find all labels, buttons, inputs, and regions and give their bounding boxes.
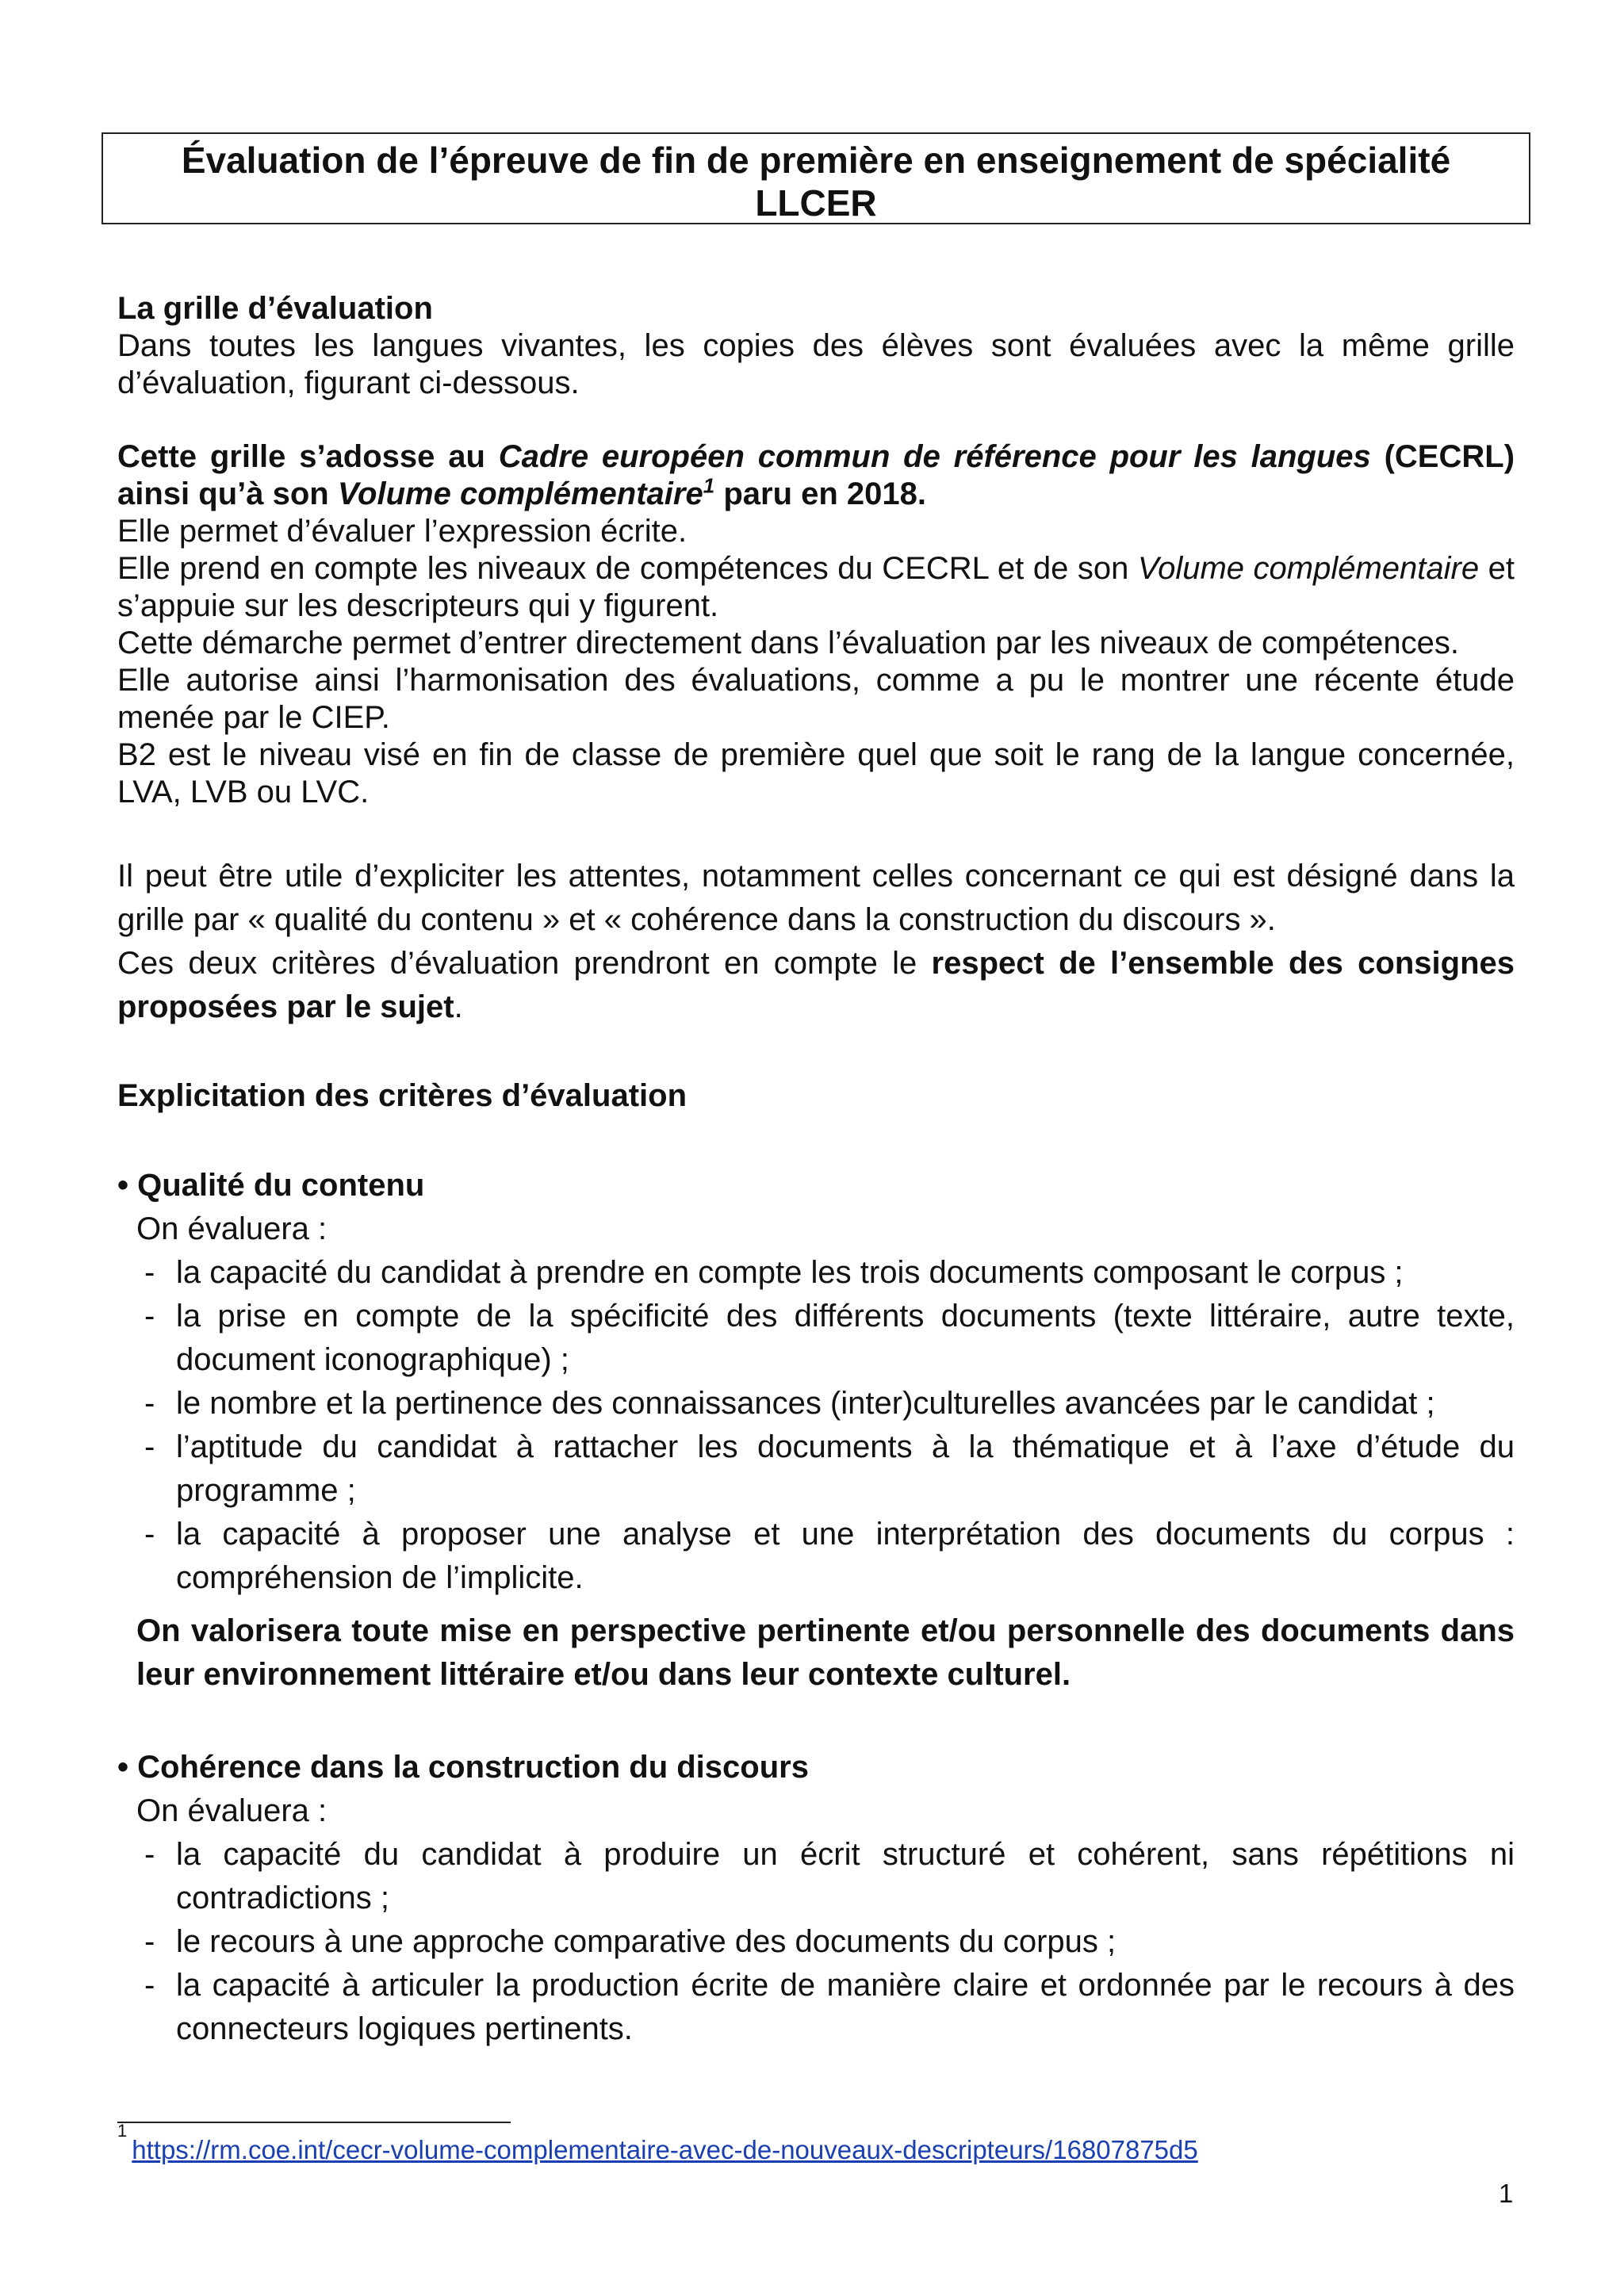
footnote-divider (117, 2122, 511, 2123)
adosse-text-2: (CECRL) ainsi qu’à son (117, 439, 1515, 511)
autorise-text: Elle autorise ainsi l’harmonisation des évaluations, comme a pu le montrer une récente étude menée par le CIEP. (117, 663, 1515, 735)
list-item: - la capacité du candidat à prendre en compte les trois documents composant le corpus ; (117, 1251, 1515, 1295)
coherence-section (117, 1746, 1515, 2051)
page-number: 1 (1499, 2179, 1514, 2208)
coherence-list (117, 1833, 1515, 2051)
list-item: - la prise en compte de la spécificité des différents documents (texte littéraire, autre texte, document iconographique) ; (117, 1295, 1515, 1382)
list-item: - la capacité à proposer une analyse et une interprétation des documents du corpus : compréhension de l’implicite. (117, 1513, 1515, 1600)
explicitation-heading: Explicitation des critères d’évaluation (117, 1078, 688, 1113)
grille-section (117, 290, 1515, 402)
coherence-heading: • Cohérence dans la construction du discours (117, 1750, 809, 1785)
qualite-list (117, 1251, 1515, 1600)
attentes-p2 (117, 942, 1515, 1029)
footnote (117, 2121, 1198, 2166)
explicitation-block (117, 1077, 1515, 1115)
qualite-on-evaluera: On évaluera : (136, 1211, 327, 1246)
adosse-cadre: Cadre européen commun de référence pour les langues (498, 439, 1371, 474)
title-box (102, 132, 1530, 224)
qualite-valorisera: On valorisera toute mise en perspective pertinente et/ou personnelle des documents dans leur environnement littéraire et/ou dans leur contexte culturel. (136, 1613, 1515, 1692)
adosse-text-1: Cette grille s’adosse au (117, 439, 499, 474)
adosse-volume: Volume complémentaire (337, 476, 703, 511)
list-item: - la capacité du candidat à produire un écrit structuré et cohérent, sans répétitions ni contradictions ; (117, 1833, 1515, 1920)
grille-details (117, 438, 1515, 811)
footnote-ref: 1 (703, 473, 715, 498)
list-item: - le recours à une approche comparative des documents du corpus ; (117, 1920, 1515, 1964)
footnote-marker: 1 (117, 2121, 128, 2141)
adosse-paragraph (117, 438, 1515, 513)
attentes-p2-bold: respect de l’ensemble des consignes proposées par le sujet (117, 946, 1515, 1024)
qualite-heading: • Qualité du contenu (117, 1168, 425, 1203)
attentes-section (117, 855, 1515, 1029)
coherence-on-evaluera: On évaluera : (136, 1793, 327, 1828)
grille-heading: La grille d’évaluation (117, 291, 433, 326)
permet-text: Elle permet d’évaluer l’expression écrite. (117, 514, 688, 549)
prend-paragraph (117, 550, 1515, 625)
attentes-p2-end: . (454, 989, 463, 1024)
list-item: - le nombre et la pertinence des connaissances (inter)culturelles avancées par le candidat ; (117, 1382, 1515, 1425)
title-line-1: Évaluation de l’épreuve de fin de première en enseignement de spécialité (181, 140, 1451, 181)
attentes-p2-start: Ces deux critères d’évaluation prendront en compte le (117, 946, 932, 981)
b2-text: B2 est le niveau visé en fin de classe de première quel que soit le rang de la langue concernée, LVA, LVB ou LVC. (117, 737, 1515, 809)
list-item: - l’aptitude du candidat à rattacher les documents à la thématique et à l’axe d’étude du programme ; (117, 1425, 1515, 1513)
attentes-p1: Il peut être utile d’expliciter les attentes, notamment celles concernant ce qui est désigné dans la grille par « qualité du contenu » et « cohérence dans la construction du discours ». (117, 859, 1515, 937)
grille-intro: Dans toutes les langues vivantes, les copies des élèves sont évaluées avec la même grille d’évaluation, figurant ci-dessous. (117, 328, 1515, 400)
adosse-text-3: paru en 2018. (714, 476, 926, 511)
footnote-link[interactable]: https://rm.coe.int/cecr-volume-complementaire-avec-de-nouveaux-descripteurs/16807875d5 (132, 2135, 1198, 2164)
title-line-2: LLCER (755, 182, 877, 224)
prend-text-1: Elle prend en compte les niveaux de compétences du CECRL et de son (117, 551, 1138, 586)
qualite-section (117, 1164, 1515, 1697)
list-item: - la capacité à articuler la production écrite de manière claire et ordonnée par le recours à des connecteurs logiques pertinents. (117, 1964, 1515, 2051)
prend-text-2: et s’appuie sur les descripteurs qui y figurent. (117, 551, 1515, 623)
prend-volume: Volume complémentaire (1137, 551, 1480, 586)
demarche-text: Cette démarche permet d’entrer directement dans l’évaluation par les niveaux de compétences. (117, 626, 1460, 660)
